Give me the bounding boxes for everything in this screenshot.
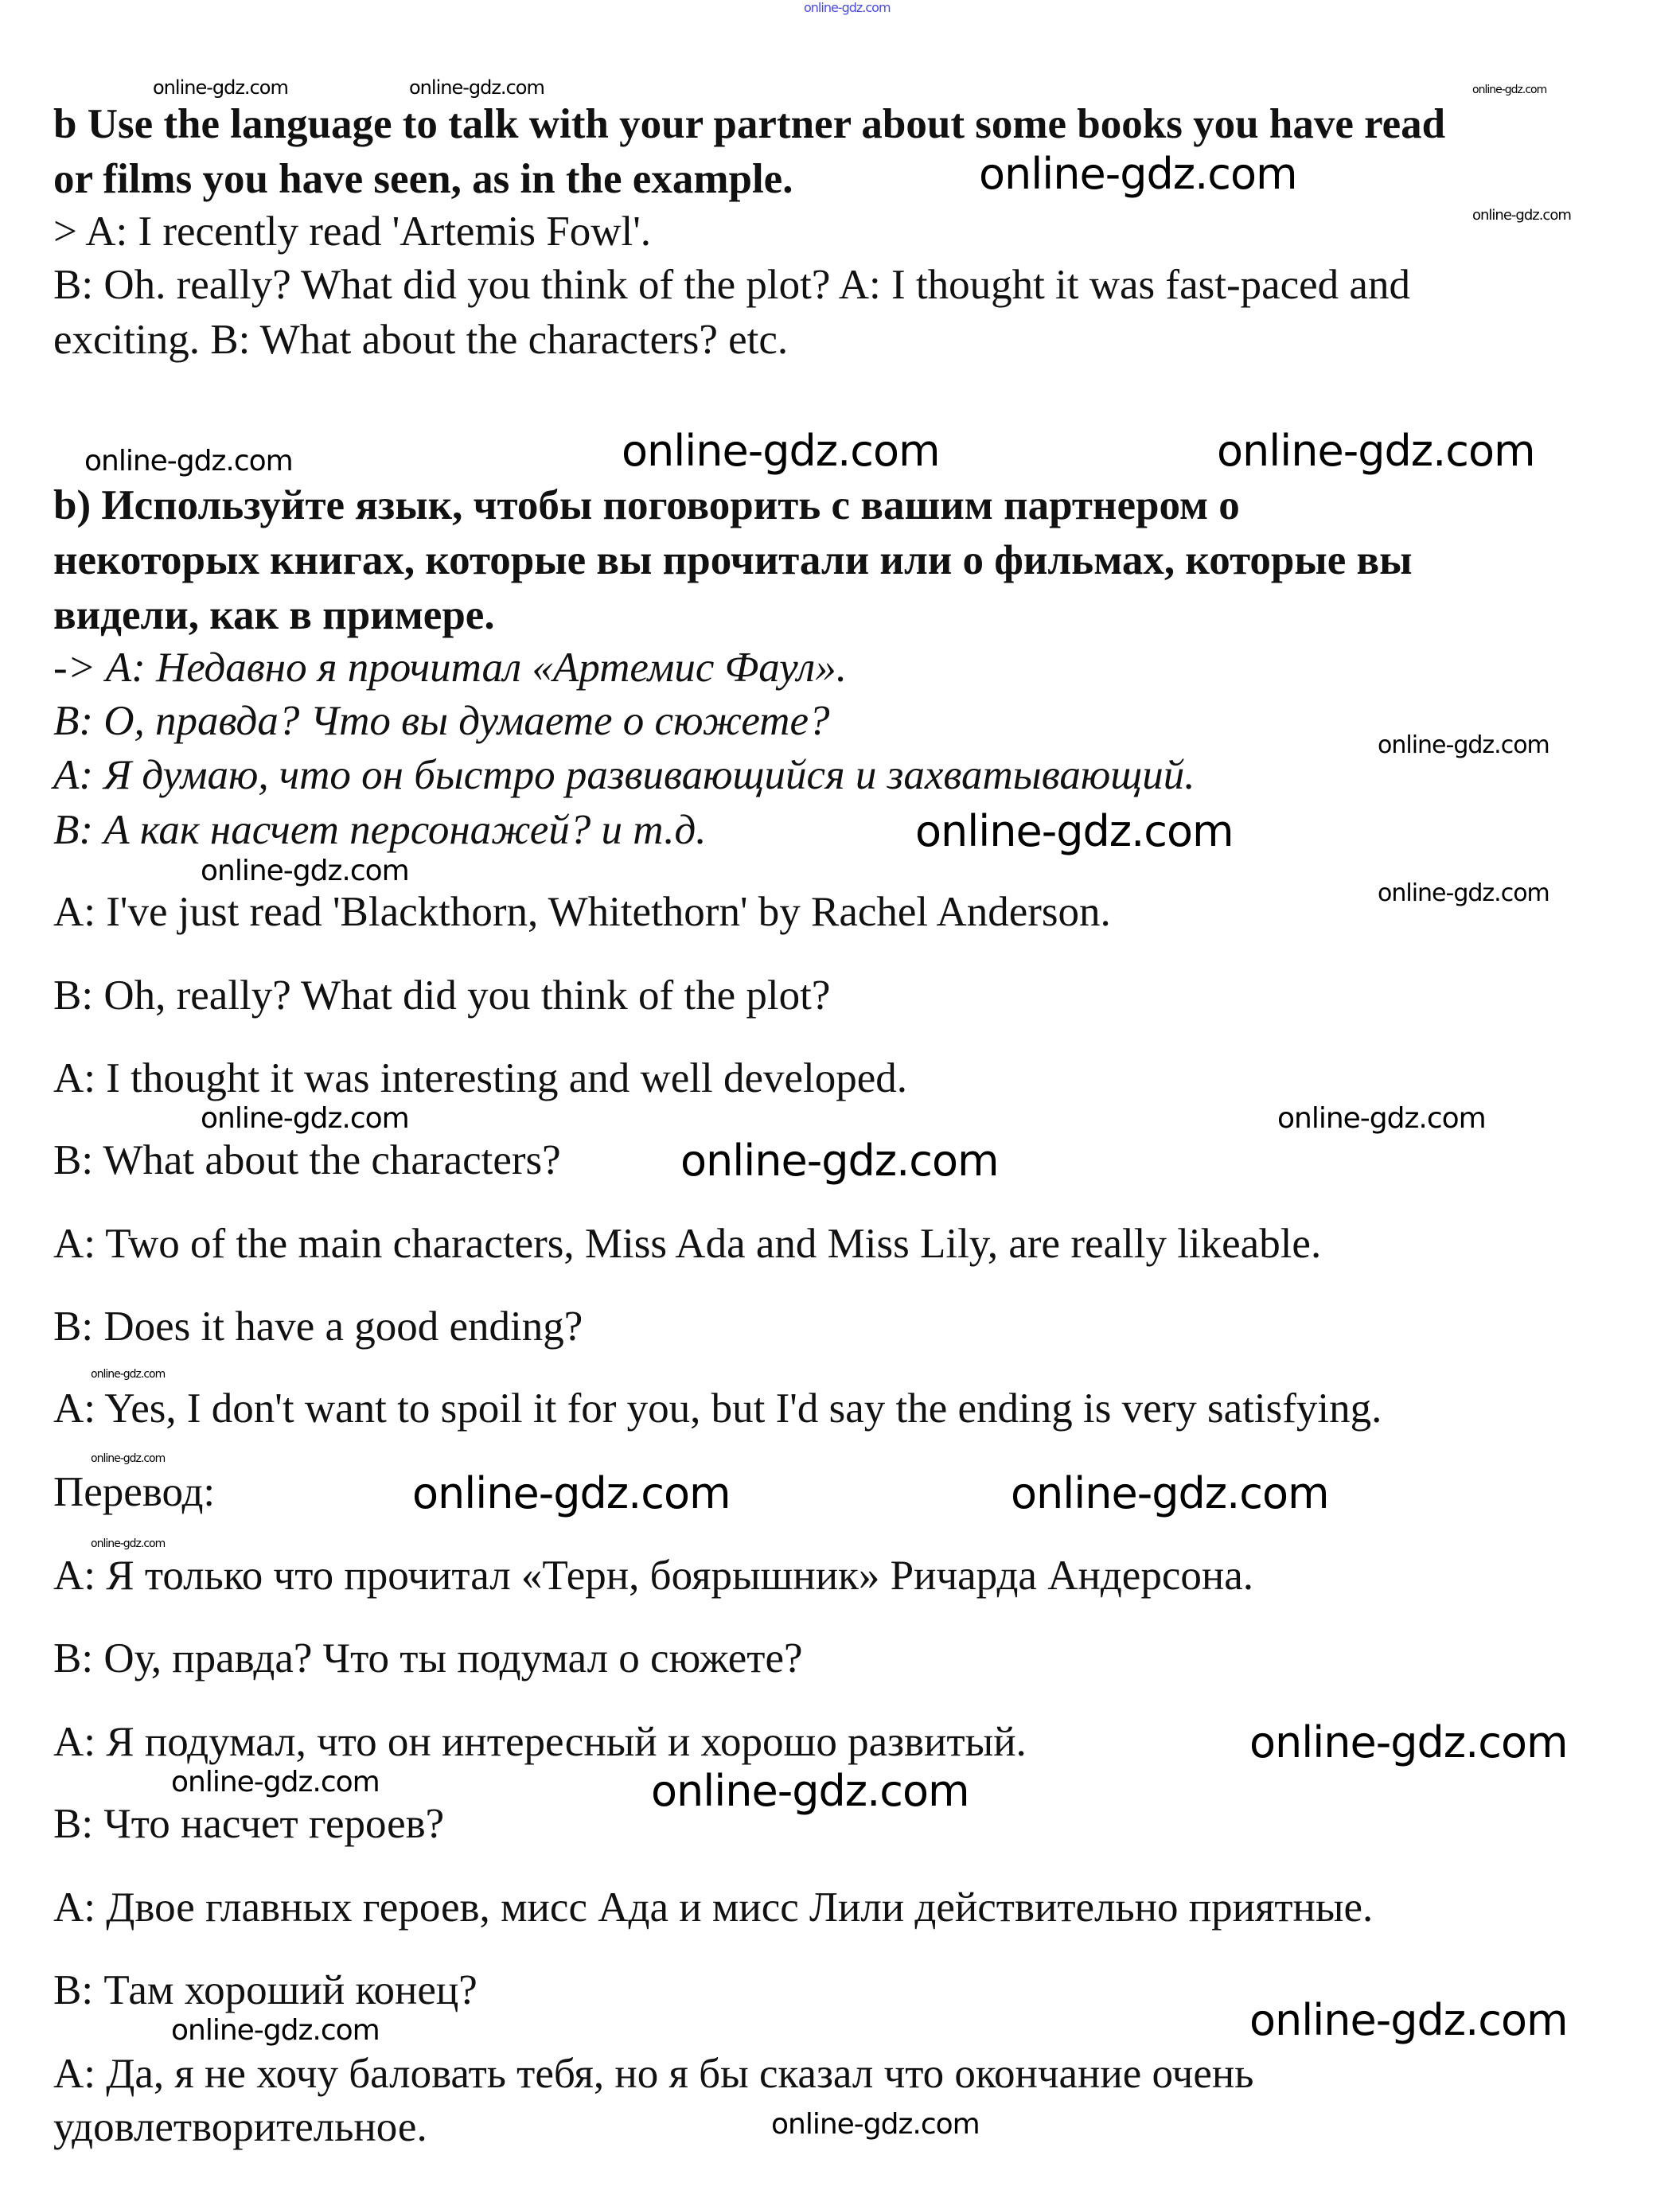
translation-line: A: Да, я не хочу баловать тебя, но я бы сказал что окончание очень xyxy=(53,2051,1254,2097)
russian-example-line: B: А как насчет персонажей? и т.д. xyxy=(53,807,707,853)
watermark: online-gdz.com xyxy=(771,2108,980,2141)
watermark: online-gdz.com xyxy=(1249,1717,1568,1767)
watermark: online-gdz.com xyxy=(680,1136,999,1186)
answer-line: A: I've just read 'Blackthorn, Whitethorn' by Rachel Anderson. xyxy=(53,889,1111,935)
watermark: online-gdz.com xyxy=(1378,731,1549,759)
translation-line: B: Что насчет героев? xyxy=(53,1801,445,1847)
watermark: online-gdz.com xyxy=(915,806,1234,856)
watermark: online-gdz.com xyxy=(622,426,940,476)
watermark: online-gdz.com xyxy=(1472,84,1547,96)
watermark: online-gdz.com xyxy=(651,1766,969,1816)
watermark: online-gdz.com xyxy=(91,1537,166,1550)
russian-example-line: -> A: Недавно я прочитал «Артемис Фаул». xyxy=(53,645,848,691)
answer-line: B: What about the characters? xyxy=(53,1137,561,1183)
answer-line: A: Yes, I don't want to spoil it for you, but I'd say the ending is very satisfying. xyxy=(53,1385,1382,1432)
watermark: online-gdz.com xyxy=(201,1102,409,1135)
answer-line: A: I thought it was interesting and well developed. xyxy=(53,1055,908,1101)
russian-example-line: A: Я думаю, что он быстро развивающийся и захватывающий. xyxy=(53,752,1195,798)
watermark: online-gdz.com xyxy=(1217,426,1535,476)
russian-task-line: видели, как в примере. xyxy=(53,592,495,638)
example-line: B: Oh. really? What did you think of the plot? A: I thought it was fast-paced and xyxy=(53,262,1410,308)
watermark: online-gdz.com xyxy=(201,855,409,887)
russian-task-line: некоторых книгах, которые вы прочитали или о фильмах, которые вы xyxy=(53,537,1413,583)
translation-line: удовлетворительное. xyxy=(53,2104,427,2150)
russian-task-line: b) Используйте язык, чтобы поговорить с вашим партнером о xyxy=(53,482,1240,528)
answer-line: B: Oh, really? What did you think of the plot? xyxy=(53,972,831,1019)
header-watermark: online-gdz.com xyxy=(804,0,891,15)
watermark: online-gdz.com xyxy=(171,1766,380,1798)
translation-line: A: Я подумал, что он интересный и хорошо развитый. xyxy=(53,1719,1027,1765)
watermark: online-gdz.com xyxy=(84,445,293,477)
watermark: online-gdz.com xyxy=(91,1452,166,1465)
watermark: online-gdz.com xyxy=(412,1468,731,1518)
example-line: > A: I recently read 'Artemis Fowl'. xyxy=(53,208,652,255)
watermark: online-gdz.com xyxy=(409,76,544,99)
russian-example-line: B: О, правда? Что вы думаете о сюжете? xyxy=(53,698,830,744)
answer-line: B: Does it have a good ending? xyxy=(53,1303,583,1350)
watermark: online-gdz.com xyxy=(171,2014,380,2047)
translation-line: A: Двое главных героев, мисс Ада и мисс Лили действительно приятные. xyxy=(53,1884,1374,1931)
watermark: online-gdz.com xyxy=(91,1368,166,1381)
task-heading-line: b Use the language to talk with your partner about some books you have read xyxy=(53,101,1446,147)
answer-line: A: Two of the main characters, Miss Ada and Miss Lily, are really likeable. xyxy=(53,1221,1322,1267)
watermark: online-gdz.com xyxy=(153,76,288,99)
watermark: online-gdz.com xyxy=(1249,1995,1568,2045)
translation-line: B: Там хороший конец? xyxy=(53,1967,477,2013)
example-line: exciting. B: What about the characters? etc. xyxy=(53,317,789,363)
watermark: online-gdz.com xyxy=(1378,879,1549,907)
watermark: online-gdz.com xyxy=(1277,1102,1486,1135)
translation-label: Перевод: xyxy=(53,1469,216,1515)
task-heading-line: or films you have seen, as in the example. xyxy=(53,156,793,202)
translation-line: B: Оу, правда? Что ты подумал о сюжете? xyxy=(53,1635,803,1681)
watermark: online-gdz.com xyxy=(979,149,1297,199)
translation-line: A: Я только что прочитал «Терн, боярышник» Ричарда Андерсона. xyxy=(53,1553,1253,1599)
watermark: online-gdz.com xyxy=(1472,207,1571,224)
watermark: online-gdz.com xyxy=(1011,1468,1329,1518)
